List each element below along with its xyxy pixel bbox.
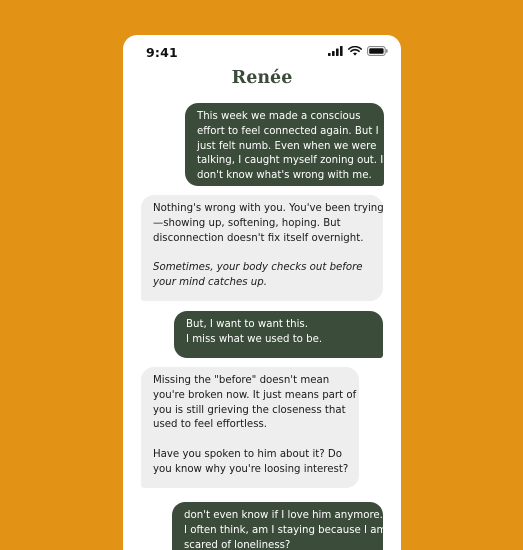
message-line: don't know what's wrong with me. [197, 170, 372, 182]
message-line: scared of loneliness? [184, 539, 291, 550]
message-line-emphasis: Sometimes, your body checks out before [153, 262, 363, 274]
user-message [185, 103, 384, 186]
message-line: disconnection doesn't fix itself overnight. [153, 232, 364, 244]
assistant-message [141, 195, 383, 301]
message-line: effort to feel connected again. But I [197, 125, 379, 137]
message-line: Nothing's wrong with you. You've been trying [153, 203, 384, 214]
message-line: used to feel effortless. [153, 419, 268, 431]
message-line: you're broken now. It just means part of [153, 389, 357, 401]
cellular-signal-icon [328, 46, 343, 56]
app-name: Renée [231, 68, 293, 88]
message-line: I miss what we used to be. [186, 333, 323, 345]
wifi-icon [348, 46, 362, 56]
assistant-message [141, 367, 359, 488]
message-line: Missing the "before" doesn't mean [153, 375, 330, 386]
status-bar [123, 35, 401, 69]
user-message [172, 502, 387, 550]
paragraph-gap [153, 246, 372, 261]
message-line-emphasis: your mind catches up. [153, 276, 267, 288]
app-logo [123, 68, 401, 88]
message-line: don't even know if I love him anymore. [184, 510, 383, 521]
message-line: you is still grieving the closeness that [153, 404, 346, 416]
status-time: 9:41 [146, 45, 178, 60]
phone-frame [123, 35, 401, 550]
battery-icon [367, 46, 388, 56]
user-message [174, 311, 383, 358]
paragraph-gap [153, 433, 348, 448]
message-line: But, I want to want this. [186, 319, 308, 330]
status-icons [328, 46, 388, 56]
message-line: I often think, am I staying because I am [184, 524, 387, 536]
message-line: Have you spoken to him about it? Do [153, 448, 342, 460]
message-line: This week we made a conscious [197, 111, 361, 122]
message-line: talking, I caught myself zoning out. I [197, 155, 384, 167]
message-line: you know why you're loosing interest? [153, 463, 349, 475]
message-line: just felt numb. Even when we were [197, 140, 377, 152]
message-line: —showing up, softening, hoping. But [153, 217, 341, 229]
